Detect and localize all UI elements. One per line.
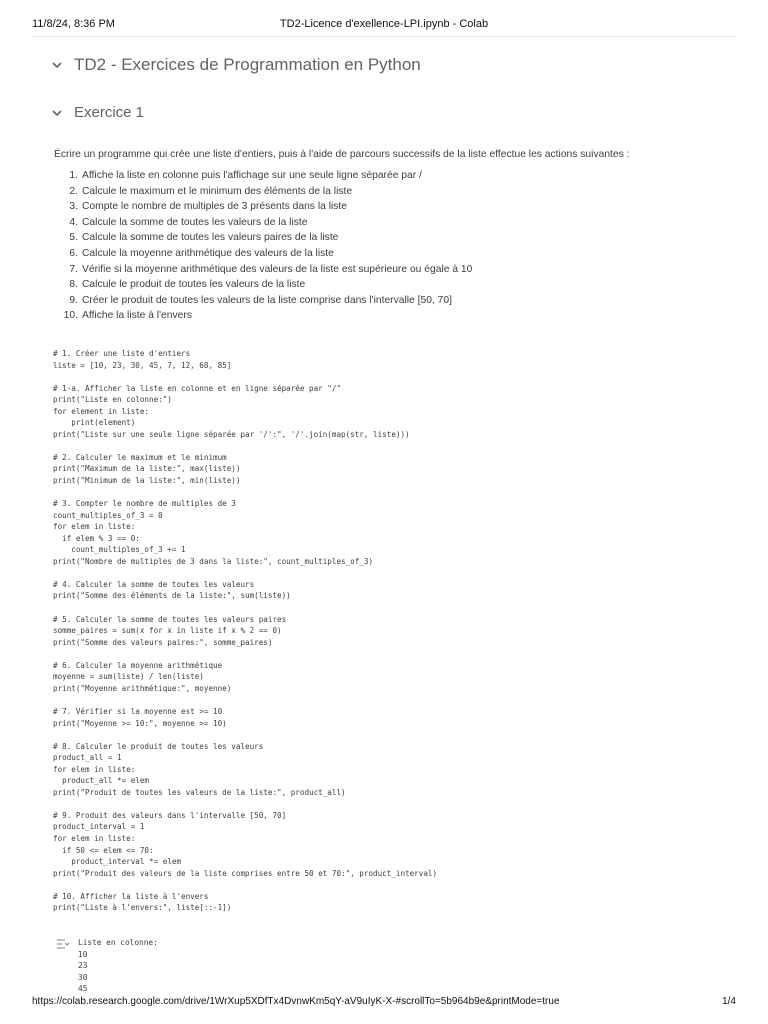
list-item-number: 6. xyxy=(69,247,78,259)
list-item-text: Compte le nombre de multiples de 3 présents dans la liste xyxy=(82,201,347,213)
list-item xyxy=(54,168,472,184)
cell-output: Liste en colonne: 10 23 30 45 xyxy=(78,938,158,994)
list-item-text: Calcule la somme de toutes les valeurs paires de la liste xyxy=(82,232,339,244)
list-item xyxy=(54,184,472,200)
list-item-text: Affiche la liste à l'envers xyxy=(82,310,192,322)
list-item xyxy=(54,262,472,278)
code-cell[interactable]: # 1. Créer une liste d'entiers liste = [10, 23, 30, 45, 7, 12, 68, 85] # 1-a. Afficher la liste en colonne et en ligne séparée par "/" print("Liste en colonne:") for element in liste: print(element) print("Liste sur une seule ligne séparée par '/':", '/'.join(map(str, liste))) # 2. Calculer le maximum et le minimum print("Maximum de la liste:", max(liste)) print("Minimum de la liste:", min(liste)) # 3. Compter le nombre de multiples de 3 count_multiples_of_3 = 0 for elem in liste: if elem % 3 == 0: count_multiples_of_3 += 1 print("Nombre de multiples de 3 dans la liste:", count_multiples_of_3) # 4. Calculer la somme de toutes les valeurs print("Somme des éléments de la liste:", sum(liste)) # 5. Calculer la somme de toutes les valeurs paires somme_paires = sum(x for x in liste if x % 2 == 0) print("Somme des valeurs paires:", somme_paires) # 6. Calculer la moyenne arithmétique moyenne = sum(liste) / len(liste) print("Moyenne arithmétique:", moyenne) # 7. Vérifier si la moyenne est >= 10 print("Moyenne >= 10:", moyenne >= 10) # 8. Calculer le produit de toutes les valeurs product_all = 1 for elem in liste: product_all *= elem print("Produit de toutes les valeurs de la liste:", product_all) # 9. Produit des valeurs dans l'intervalle [50, 70] product_interval = 1 for elem in liste: if 50 <= elem <= 70: product_interval *= elem print("Produit des valeurs de la liste comprises entre 50 et 70:", product_interval) # 10. Afficher la liste à l'envers print("Liste à l'envers:", liste[::-1]) xyxy=(53,349,438,913)
list-item xyxy=(54,215,472,231)
list-item-text: Calcule le produit de toutes les valeurs de la liste xyxy=(82,279,306,291)
list-item xyxy=(54,246,472,262)
list-item xyxy=(54,293,472,309)
list-item-number: 3. xyxy=(69,201,78,213)
section-heading-td2[interactable] xyxy=(50,55,421,75)
exercise-steps-list xyxy=(54,168,472,324)
list-item xyxy=(54,199,472,215)
list-item-text: Affiche la liste en colonne puis l'affichage sur une seule ligne séparée par / xyxy=(82,170,422,181)
chevron-down-icon[interactable] xyxy=(50,106,64,120)
header-divider xyxy=(32,36,736,37)
heading-subtitle: Exercice 1 xyxy=(74,104,145,121)
chevron-down-icon[interactable] xyxy=(50,58,64,72)
list-item-text: Calcule la somme de toutes les valeurs de la liste xyxy=(82,216,308,228)
list-item-number: 7. xyxy=(69,263,78,275)
list-item xyxy=(54,277,472,293)
list-item xyxy=(54,308,472,324)
print-page-title: TD2-Licence d'exellence-LPI.ipynb - Colab xyxy=(279,18,489,30)
list-item-number: 2. xyxy=(69,185,78,197)
list-item-text: Calcule la moyenne arithmétique des valeurs de la liste xyxy=(82,247,334,259)
section-heading-exercice-1[interactable] xyxy=(50,104,144,121)
heading-title: TD2 - Exercices de Programmation en Python xyxy=(74,55,421,74)
list-item-number: 4. xyxy=(69,216,78,228)
print-date: 11/8/24, 8:36 PM xyxy=(32,18,115,30)
print-header xyxy=(0,14,768,34)
list-item-text: Vérifie si la moyenne arithmétique des valeurs de la liste est supérieure ou égale à 10 xyxy=(82,263,473,275)
list-item-number: 10. xyxy=(63,310,78,322)
list-item xyxy=(54,230,472,246)
list-item-text: Calcule le maximum et le minimum des éléments de la liste xyxy=(82,185,353,197)
list-item-number: 1. xyxy=(69,170,78,181)
page-number: 1/4 xyxy=(722,996,736,1007)
exercise-intro: Écrire un programme qui crée une liste d'entiers, puis à l'aide de parcours successifs de la liste effectue les actions suivantes : xyxy=(54,149,630,160)
list-item-text: Créer le produit de toutes les valeurs de la liste comprise dans l'intervalle [50, 70] xyxy=(82,294,452,306)
list-item-number: 5. xyxy=(69,232,78,244)
list-item-number: 9. xyxy=(69,294,78,306)
output-toggle-icon[interactable] xyxy=(56,937,70,949)
print-url: https://colab.research.google.com/drive/1WrXup5XDfTx4DvnwKm5qY-aV9uIyK-X-#scrollTo=5b964b9e&printMode=true xyxy=(32,996,560,1007)
list-item-number: 8. xyxy=(69,279,78,291)
